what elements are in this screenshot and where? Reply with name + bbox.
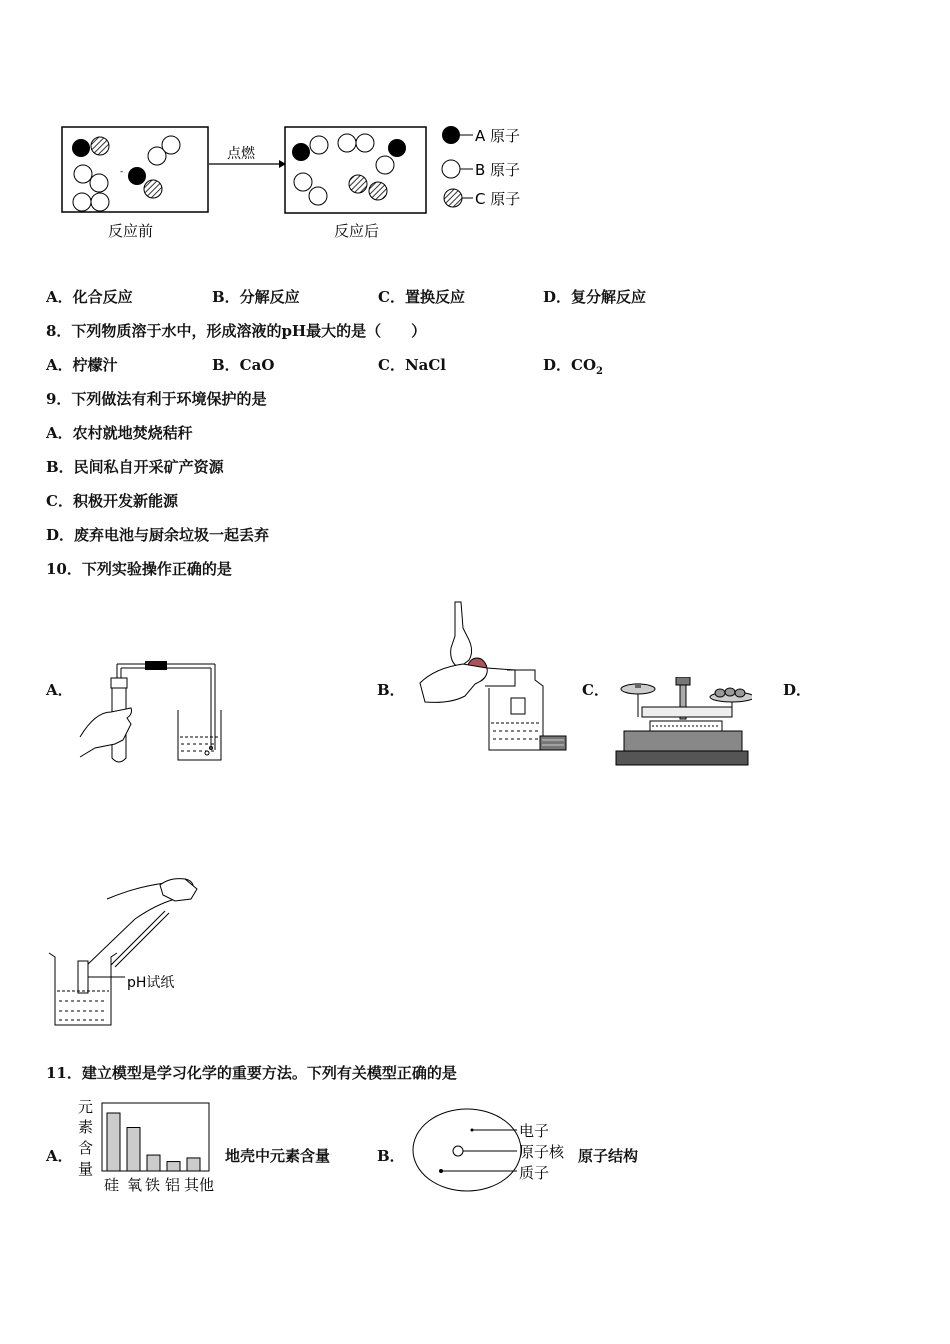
axis-char-2: 素 (78, 1118, 94, 1136)
q7-option-d[interactable]: D．复分解反应 (543, 288, 647, 306)
q11-stem: 11．建立模型是学习化学的重要方法。下列有关模型正确的是 (46, 1064, 457, 1082)
q8-option-d[interactable] (543, 354, 603, 377)
bar-label-3: 铝 (165, 1176, 181, 1194)
bar-label-1: 氧 (127, 1176, 143, 1194)
atom-structure-image (410, 1105, 580, 1197)
q11-option-b-caption: 原子结构 (578, 1147, 639, 1165)
q9-option-c[interactable]: C．积极开发新能源 (46, 492, 178, 510)
bar-0 (107, 1113, 120, 1171)
q9-option-b[interactable]: B．民间私自开采矿产资源 (46, 458, 224, 476)
bar-4 (187, 1158, 200, 1171)
atom-outline (413, 1109, 521, 1191)
axis-char-1: 元 (78, 1098, 94, 1116)
q10-stem: 10．下列实验操作正确的是 (46, 560, 232, 578)
q8-option-d-text: D．CO (543, 356, 597, 374)
legend-b: B 原子 (475, 161, 521, 179)
bar-3 (167, 1162, 180, 1171)
q10-option-b[interactable]: B． (377, 681, 405, 699)
q11-option-a[interactable]: A． (46, 1147, 73, 1165)
atom-proton (439, 1169, 443, 1173)
bar-label-2: 铁 (145, 1176, 161, 1194)
dropper-image (415, 598, 575, 758)
q8-subscript: 2 (596, 366, 603, 377)
q9-option-a[interactable]: A．农村就地焚烧秸秆 (46, 424, 193, 442)
q7-option-a[interactable]: A．化合反应 (46, 288, 133, 306)
q10-option-d[interactable]: D． (783, 681, 812, 699)
axis-char-3: 含 (78, 1139, 94, 1157)
q10-option-a[interactable]: A． (46, 681, 73, 699)
q11-option-a-caption: 地壳中元素含量 (225, 1147, 331, 1165)
q10-option-c[interactable]: C． (582, 681, 609, 699)
svg-text:-: - (120, 167, 124, 177)
axis-char-4: 量 (78, 1160, 94, 1178)
electron-label: 电子 (519, 1122, 550, 1140)
after-label: 反应后 (334, 222, 380, 240)
q9-option-d[interactable]: D．废弃电池与厨余垃圾一起丢弃 (46, 526, 270, 544)
atom-nucleus (453, 1146, 463, 1156)
bar-1 (127, 1128, 140, 1172)
q7-option-b[interactable]: B．分解反应 (212, 288, 300, 306)
balance-image (612, 677, 752, 769)
before-label: 反应前 (108, 222, 154, 240)
arrow-label: 点燃 (227, 146, 255, 162)
q7-option-c[interactable]: C．置换反应 (378, 288, 465, 306)
q11-option-b[interactable]: B． (377, 1147, 405, 1165)
airtightness-check-image (75, 652, 230, 767)
nucleus-label: 原子核 (519, 1143, 565, 1161)
ph-paper-label: pH试纸 (127, 975, 175, 991)
legend-c: C 原子 (475, 190, 521, 208)
q9-stem: 9．下列做法有利于环境保护的是 (46, 390, 267, 408)
legend-a: A 原子 (475, 127, 521, 145)
q8-option-c[interactable]: C．NaCl (378, 356, 447, 374)
ph-test-image (45, 877, 215, 1029)
bar-label-0: 硅 (104, 1176, 120, 1194)
bar-2 (147, 1155, 160, 1171)
crust-element-bar-chart (72, 1095, 222, 1195)
bar-label-4: 其他 (184, 1176, 215, 1194)
q8-stem: 8．下列物质溶于水中，形成溶液的pH最大的是（ ） (46, 322, 427, 340)
q8-option-a[interactable]: A．柠檬汁 (46, 356, 118, 374)
q8-option-b[interactable]: B．CaO (212, 356, 275, 374)
proton-label: 质子 (519, 1164, 550, 1182)
reaction-diagram (55, 118, 555, 248)
